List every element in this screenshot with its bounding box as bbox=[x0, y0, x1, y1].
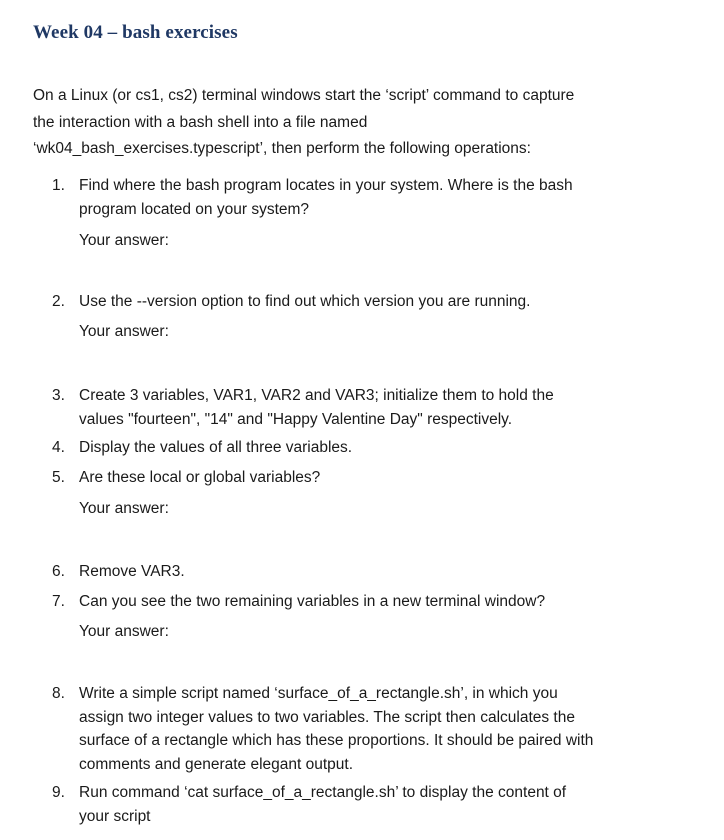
list-item-number: 1. bbox=[52, 177, 65, 194]
list-item-number: 5. bbox=[52, 469, 65, 486]
list-item-line: comments and generate elegant output. bbox=[79, 755, 354, 773]
list-item-7 bbox=[52, 590, 672, 614]
list-item-1 bbox=[52, 174, 672, 221]
list-item-text bbox=[79, 384, 672, 431]
list-item-number: 9. bbox=[52, 784, 65, 801]
list-item-number: 6. bbox=[52, 563, 65, 580]
intro-line: ‘wk04_bash_exercises.typescript’, then perform the following operations: bbox=[33, 140, 531, 157]
list-item-number: 2. bbox=[52, 293, 65, 310]
list-item-text bbox=[79, 436, 672, 460]
list-item-line: Are these local or global variables? bbox=[79, 469, 321, 486]
list-item-line: Write a simple script named ‘surface_of_a_rectangle.sh’, in which you bbox=[79, 685, 558, 702]
list-item-text bbox=[79, 174, 672, 221]
list-item-line: Create 3 variables, VAR1, VAR2 and VAR3; initialize them to hold the bbox=[79, 387, 554, 404]
intro-paragraph bbox=[33, 83, 673, 163]
answer-label-4: Your answer: bbox=[79, 623, 169, 640]
answer-label-1: Your answer: bbox=[79, 232, 169, 249]
page-title: Week 04 – bash exercises bbox=[33, 22, 238, 43]
list-item-text bbox=[79, 466, 672, 490]
list-item-8 bbox=[52, 682, 672, 776]
list-item-line: Find where the bash program locates in your system. Where is the bash bbox=[79, 177, 573, 194]
list-item-text bbox=[79, 290, 672, 314]
list-item-line: Can you see the two remaining variables in a new terminal window? bbox=[79, 593, 546, 610]
list-item-line: values "fourteen", "14" and "Happy Valentine Day" respectively. bbox=[79, 410, 513, 428]
list-item-line: Remove VAR3. bbox=[79, 563, 185, 580]
list-item-number: 7. bbox=[52, 593, 65, 610]
list-item-line: program located on your system? bbox=[79, 200, 310, 218]
list-item-3 bbox=[52, 384, 672, 431]
intro-line: On a Linux (or cs1, cs2) terminal windows start the ‘script’ command to capture bbox=[33, 87, 575, 104]
list-item-line: your script bbox=[79, 807, 151, 825]
list-item-line: Run command ‘cat surface_of_a_rectangle.sh’ to display the content of bbox=[79, 784, 567, 801]
list-item-line: assign two integer values to two variables. The script then calculates the bbox=[79, 708, 575, 726]
list-item-text bbox=[79, 682, 672, 776]
list-item-number: 8. bbox=[52, 685, 65, 702]
list-item-line: Display the values of all three variables. bbox=[79, 439, 353, 456]
list-item-5 bbox=[52, 466, 672, 490]
answer-label-2: Your answer: bbox=[79, 323, 169, 340]
list-item-line: Use the --version option to find out which version you are running. bbox=[79, 293, 531, 310]
list-item-6 bbox=[52, 560, 672, 584]
list-item-2 bbox=[52, 290, 672, 314]
intro-line: the interaction with a bash shell into a file named bbox=[33, 113, 368, 131]
list-item-9 bbox=[52, 781, 672, 828]
list-item-number: 3. bbox=[52, 387, 65, 404]
answer-label-3: Your answer: bbox=[79, 500, 169, 517]
list-item-text bbox=[79, 781, 672, 828]
list-item-4 bbox=[52, 436, 672, 460]
list-item-text bbox=[79, 590, 672, 614]
list-item-line: surface of a rectangle which has these proportions. It should be paired with bbox=[79, 732, 594, 749]
list-item-text bbox=[79, 560, 672, 584]
list-item-number: 4. bbox=[52, 439, 65, 456]
